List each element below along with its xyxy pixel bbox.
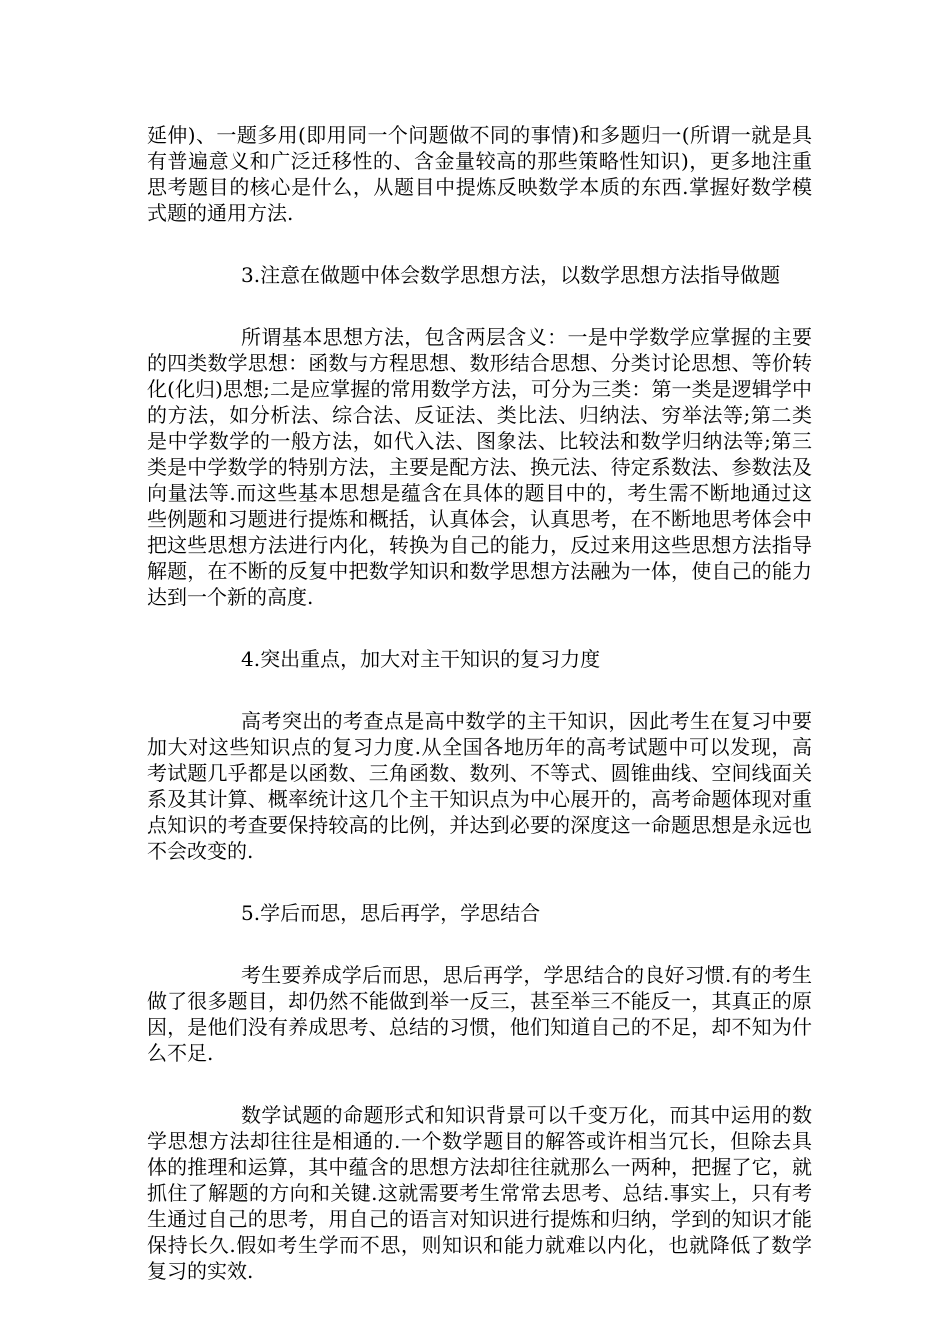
paragraph-continuation: 延伸)、一题多用(即用同一个问题做不同的事情)和多题归一(所谓一就是具有普遍意义和广泛迁移性的、含金量较高的那些策略性知识)，更多地注重思考题目的核心是什么，从题目中提炼反映数学本质的东西.掌握好数学模式题的通用方法. <box>147 123 812 225</box>
document-page <box>147 122 812 1284</box>
paragraph-thinking-methods: 所谓基本思想方法，包含两层含义：一是中学数学应掌握的主要的四类数学思想：函数与方程思想、数形结合思想、分类讨论思想、等价转化(化归)思想;二是应掌握的常用数学方法，可分为三类：第一类是逻辑学中的方法，如分析法、综合法、反证法、类比法、归纳法、穷举法等;第二类是中学数学的一般方法，如代入法、图象法、比较法和数学归纳法等;第三类是中学数学的特别方法，主要是配方法、换元法、待定系数法、参数法及向量法等.而这些基本思想是蕴含在具体的题目中的，考生需不断地通过这些例题和习题进行提炼和概括，认真体会，认真思考，在不断地思考体会中把这些思想方法进行内化，转换为自己的能力，反过来用这些思想方法指导解题，在不断的反复中把数学知识和数学思想方法融为一体，使自己的能力达到一个新的高度. <box>147 325 812 609</box>
paragraph-main-knowledge: 高考突出的考查点是高中数学的主干知识，因此考生在复习中要加大对这些知识点的复习力度.从全国各地历年的高考试题中可以发现，高考试题几乎都是以函数、三角函数、数列、不等式、圆锥曲线、空间线面关系及其计算、概率统计这几个主干知识点为中心展开的，高考命题体现对重点知识的考查要保持较高的比例，并达到必要的深度这一命题思想是永远也不会改变的. <box>147 709 812 863</box>
section-heading-3: 3.注意在做题中体会数学思想方法，以数学思想方法指导做题 <box>241 263 781 287</box>
paragraph-method-summary: 数学试题的命题形式和知识背景可以千变万化，而其中运用的数学思想方法却往往是相通的.一个数学题目的解答或许相当冗长，但除去具体的推理和运算，其中蕴含的思想方法却往往就那么一两种，把握了它，就抓住了解题的方向和关键.这就需要考生常常去思考、总结.事实上，只有考生通过自己的思考，用自己的语言对知识进行提炼和归纳，学到的知识才能保持长久.假如考生学而不思，则知识和能力就难以内化，也就降低了数学复习的实效. <box>147 1103 812 1283</box>
section-heading-4: 4.突出重点，加大对主干知识的复习力度 <box>241 647 601 671</box>
section-heading-5: 5.学后而思，思后再学，学思结合 <box>241 901 541 925</box>
paragraph-learn-think: 考生要养成学后而思，思后再学，学思结合的良好习惯.有的考生做了很多题目，却仍然不能做到举一反三，甚至举三不能反一，其真正的原因，是他们没有养成思考、总结的习惯，他们知道自己的不足，却不知为什么不足. <box>147 963 812 1065</box>
